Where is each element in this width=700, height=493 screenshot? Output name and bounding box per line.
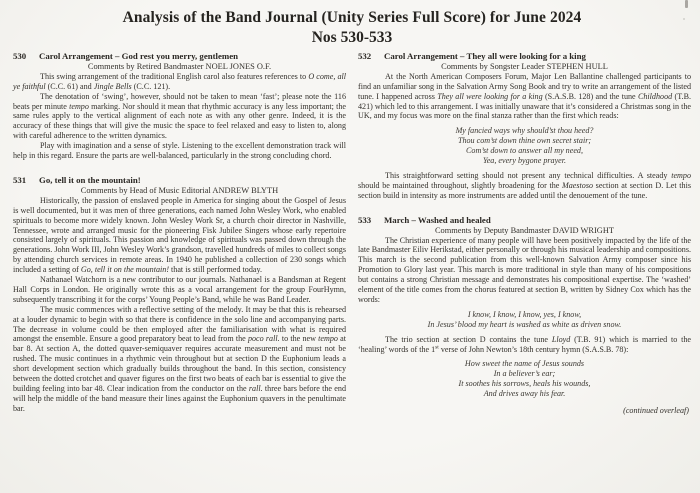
italic-text: They all were looking for a king bbox=[437, 91, 543, 101]
verse-line: My fancied ways why should’st thou heed? bbox=[455, 126, 594, 136]
paragraph bbox=[358, 236, 691, 305]
italic-text: tempo bbox=[69, 101, 89, 111]
paragraph bbox=[13, 275, 346, 305]
body-text: The Christian experience of many people will have been positively impacted by the life of the late Bandmaster Eiliv Herikstad, either personally or through his musical leadership and compositions. This march is the second publication from this well-known Salvation Army composer since his Promotion to Glory last year. This march is more traditional in style than many of his compositions but contains a strong Christian message and demonstrates his compositional expertise. The ‘washed’ element of the title comes from the chorus featured at section B, written by Sidney Cox which has the words: bbox=[358, 235, 691, 304]
body-text: The denotation of ‘swing’, however, should not be taken to mean ‘fast’; please note the 116 beats per minute bbox=[13, 91, 346, 111]
section-number: 533 bbox=[358, 214, 372, 225]
body-text: marking. Nor should it mean that rhythmic accuracy is any less important; the same rules apply to the vertical alignment of each note as with any other genre. Indeed, it is the accuracy of these things that will give the music the space to feel relaxed and easy to listen to, along with careful adherence to the written dynamics. bbox=[13, 101, 346, 141]
italic-text: rall. bbox=[248, 384, 263, 393]
body-text: at bar 8. At section A, the dotted quaver-semiquaver requires accurate measurement and must not be rushed. The music continues in a rhythmic vein throughout but at section D the Euphonium leads a short development section which gradually builds throughout the band. In this section, consistency between the dotted crotchet and quaver figures on the first two beats of each bar is essential to give the building feeling into bar 48. Clear indication from the conductor on the bbox=[13, 334, 346, 393]
body-text: The trio section at section D contains the tune bbox=[385, 334, 552, 344]
body-text: (C.C. 121). bbox=[131, 81, 171, 91]
section-heading bbox=[13, 52, 346, 62]
verse-line: Yea, every bygone prayer. bbox=[482, 156, 567, 166]
paragraph bbox=[13, 305, 346, 414]
paragraph bbox=[358, 335, 691, 355]
paragraph bbox=[358, 171, 691, 201]
italic-text: Jingle Bells bbox=[93, 81, 132, 91]
section-byline: Comments by Head of Music Editorial ANDREW BLYTH bbox=[80, 185, 279, 195]
body-text: This straightforward setting should not present any technical difficulties. A steady bbox=[385, 170, 672, 180]
verse-block bbox=[358, 359, 691, 399]
italic-text: poco rall. bbox=[247, 334, 280, 344]
paragraph bbox=[358, 72, 691, 122]
section-title: Carol Arrangement – They all were looking for a king bbox=[384, 51, 586, 61]
paragraph bbox=[13, 196, 346, 275]
scan-artifact bbox=[683, 18, 685, 20]
verse-line: Com’st down to answer all my need, bbox=[466, 146, 583, 156]
section-title: March – Washed and healed bbox=[384, 214, 491, 225]
body-text: This swing arrangement of the traditional English carol also features references to bbox=[40, 71, 309, 81]
superscript-text: st bbox=[435, 343, 439, 350]
verse-block bbox=[358, 126, 691, 166]
journal-section-533 bbox=[358, 216, 691, 416]
body-text: Nathanael Watchorn is a new contributor to our journals. Nathanael is a Bandsman at Regent Hall Corps in London. He originally wrote this as a vocal arrangement for the group FourHymn, subsequently transcribing it for the corps’ Young People’s Band, while he was Band Leader. bbox=[13, 275, 346, 304]
body-text: to the new bbox=[279, 334, 319, 344]
verse-line: In Jesus’ blood my heart is washed as white as driven snow. bbox=[427, 319, 622, 329]
journal-section-531 bbox=[13, 176, 346, 414]
body-text: that is still performed today. bbox=[169, 265, 262, 275]
verse-line: It soothes his sorrows, heals his wounds, bbox=[458, 379, 591, 389]
continued-note: (continued overleaf) bbox=[623, 406, 689, 416]
body-text: verse of John Newton’s 18th century hymn (S.A.S.B. 78): bbox=[438, 344, 629, 354]
right-column bbox=[358, 52, 691, 416]
section-title: Go, tell it on the mountain! bbox=[39, 174, 141, 185]
section-byline: Comments by Songster Leader STEPHEN HULL bbox=[441, 61, 608, 71]
document-title-line1: Analysis of the Band Journal (Unity Series Full Score) for June 2024 bbox=[122, 9, 582, 26]
journal-section-532 bbox=[358, 52, 691, 201]
verse-line: In a believer’s ear; bbox=[493, 369, 556, 379]
italic-text: O come, all ye faithful bbox=[13, 71, 346, 91]
journal-section-530 bbox=[13, 52, 346, 161]
left-column bbox=[13, 52, 346, 416]
paragraph bbox=[13, 141, 346, 161]
body-text: At the North American Composers Forum, Major Len Ballantine challenged participants to find an unfamiliar song in the Salvation Army Song Book and try to write an arrangement of the listed tune. I happened across bbox=[358, 71, 691, 101]
section-heading bbox=[13, 176, 346, 186]
body-text: (T.B. 91) which is married to the ‘healing’ words of the 1 bbox=[358, 334, 691, 354]
scan-artifact bbox=[685, 0, 688, 8]
italic-text: Lloyd bbox=[551, 334, 571, 344]
paragraph bbox=[13, 72, 346, 92]
verse-block bbox=[358, 310, 691, 330]
body-text: should be maintained throughout, slightly broadening for the bbox=[358, 180, 562, 190]
verse-line: How sweet the name of Jesus sounds bbox=[464, 359, 585, 369]
section-byline: Comments by Deputy Bandmaster DAVID WRIGHT bbox=[434, 225, 615, 235]
body-text: Play with imagination and a sense of style. Listening to the excellent demonstration track will help in this regard. Ensure the parts are well-balanced, particularly in the strong concluding chord. bbox=[13, 141, 346, 161]
body-text: Historically, the passion of enslaved people in America for singing about the Gospel of Jesus is well documented, but it was men of three generations, each named John Wesley Work, who enabled spirituals to become more widely known. John Wesley Work Sr, a church choir director in Nashville, Tennessee, wrote and arranged music for the pioneering Fisk Jubilee Singers whose early repertoire consisted largely of spirituals. This passion and knowledge of spirituals was passed down through the generations. John Work III, John Wesley Work’s grandson, travelled hundreds of miles to collect songs by attending church services in remote areas. In 1940 he published a collection of 230 songs which included a setting of bbox=[13, 195, 346, 275]
section-number: 530 bbox=[13, 51, 27, 61]
italic-text: Maestoso bbox=[562, 180, 594, 190]
body-text: three bars before the end will help the middle of the band measure their lines against the Euphonium quavers in the penultimate bar. bbox=[13, 384, 346, 413]
body-text: section at section D. Let this section build in intensity as more instruments are added until the denouement of the tune. bbox=[358, 180, 692, 200]
body-text: The music commences with a reflective setting of the melody. It may be that this is rehearsed at a louder dynamic to begin with so that there is confidence in the solo line and accompanying parts. The decrease in volume could be then employed after the familiarisation with what is required amongst the ensemble. Ensure a good preparatory beat to lead from the bbox=[13, 304, 346, 344]
italic-text: tempo bbox=[671, 170, 691, 180]
two-column-layout bbox=[13, 52, 691, 416]
section-heading bbox=[358, 216, 691, 226]
section-heading bbox=[358, 52, 691, 62]
italic-text: tempo bbox=[318, 334, 338, 344]
section-byline: Comments by Retired Bandmaster NOEL JONES O.F. bbox=[87, 61, 272, 71]
document-title-line2: Nos 530-533 bbox=[311, 29, 393, 46]
verse-line: Thou com’st down thine own secret stair; bbox=[457, 136, 592, 146]
body-text: (S.A.S.B. 128) and the tune bbox=[542, 91, 638, 101]
body-text: (C.C. 61) and bbox=[45, 81, 94, 91]
paragraph bbox=[13, 92, 346, 142]
italic-text: Childhood bbox=[637, 91, 673, 101]
section-number: 532 bbox=[358, 51, 372, 61]
italic-text: Go, tell it on the mountain! bbox=[80, 265, 170, 275]
body-text: (T.B. 421) which led to this arrangement. I was initially unaware that it’s considered a Christmas song in the UK, and my focus was more on the final stanza rather than the first which reads: bbox=[358, 91, 691, 121]
section-number: 531 bbox=[13, 174, 27, 185]
section-title: Carol Arrangement – God rest you merry, gentlemen bbox=[39, 51, 239, 61]
verse-line: I know, I know, I know, yes, I know, bbox=[467, 309, 582, 319]
verse-line: And drives away his fear. bbox=[483, 389, 566, 399]
document-title bbox=[13, 8, 691, 47]
